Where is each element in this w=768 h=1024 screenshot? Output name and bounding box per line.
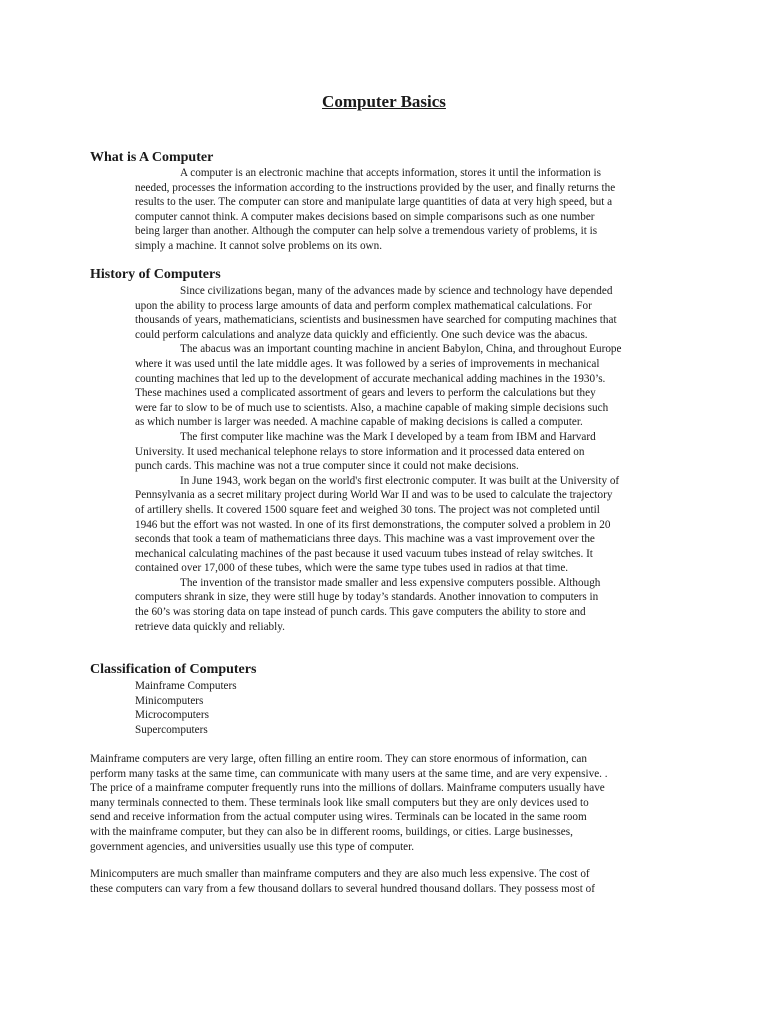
text-line: as which number is larger was needed. A machine capable of making decisions is called a computer.	[135, 416, 583, 429]
heading-what-is-a-computer: What is A Computer	[90, 150, 214, 165]
text-line: many terminals connected to them. These terminals look like small computers but they are only devices used to	[90, 796, 589, 809]
text-line: simply a machine. It cannot solve problems on its own.	[135, 239, 383, 252]
text-line: of artillery shells. It covered 1500 square feet and weighed 30 tons. The project was not completed until	[135, 503, 600, 516]
list-item: Mainframe Computers	[135, 680, 237, 692]
text-line: The first computer like machine was the Mark I developed by a team from IBM and Harvard	[180, 430, 596, 443]
text-line: The abacus was an important counting machine in ancient Babylon, China, and throughout Europe	[180, 343, 622, 356]
text-line: where it was used until the late middle ages. It was followed by a series of improvements in mechanical	[135, 357, 600, 370]
text-line: send and receive information from the actual computer using wires. Terminals can be located in the same room	[90, 811, 587, 824]
classification-list	[135, 679, 237, 737]
page-title: Computer Basics	[322, 92, 446, 111]
text-line: needed, processes the information according to the instructions provided by the user, and finally returns the	[135, 181, 616, 194]
text-line: Minicomputers are much smaller than mainframe computers and they are also much less expensive. The cost of	[90, 868, 590, 880]
text-line: government agencies, and universities usually use this type of computer.	[90, 840, 415, 853]
text-line: were far to slow to be of much use to scientists. Also, a machine capable of making simple decisions such	[135, 401, 609, 414]
text-line: A computer is an electronic machine that accepts information, stores it until the information is	[180, 167, 601, 179]
text-line: computers shrank in size, they were still huge by today’s standards. Another innovation to computers in	[135, 591, 599, 604]
text-line: Mainframe computers are very large, often filling an entire room. They can store enormous of information, can	[90, 753, 587, 765]
paragraph-history-of-computers	[135, 284, 621, 634]
text-line: with the mainframe computer, but they can also be in different rooms, buildings, or cities. Large businesses,	[90, 825, 573, 838]
text-line: The price of a mainframe computer frequently runs into the millions of dollars. Mainframe computers usually have	[90, 782, 605, 795]
list-item: Supercomputers	[135, 723, 208, 736]
heading-classification-of-computers: Classification of Computers	[90, 662, 257, 677]
paragraph-what-is-a-computer	[135, 166, 615, 254]
list-item: Minicomputers	[135, 694, 204, 707]
text-line: The invention of the transistor made smaller and less expensive computers possible. Although	[180, 576, 601, 589]
paragraph-mainframe-computers	[90, 752, 608, 854]
heading-history-of-computers: History of Computers	[90, 267, 221, 282]
text-line: the 60’s was storing data on tape instead of punch cards. This gave computers the ability to store and	[135, 606, 586, 619]
text-line: perform many tasks at the same time, can communicate with many users at the same time, and are very expensive. .	[90, 767, 608, 780]
text-line: computer cannot think. A computer makes decisions based on simple comparisons such as one number	[135, 210, 595, 223]
text-line: upon the ability to process large amounts of data and perform complex mathematical calculations. For	[135, 299, 592, 312]
text-line: these computers can vary from a few thousand dollars to several hundred thousand dollars. They possess most of	[90, 882, 595, 895]
text-line: being larger than another. Although the computer can help solve a tremendous variety of problems, it is	[135, 225, 598, 238]
text-line: These machines used a complicated assortment of gears and levers to perform the calculations but they	[135, 387, 596, 400]
text-line: In June 1943, work began on the world's first electronic computer. It was built at the University of	[180, 474, 620, 487]
text-line: Pennsylvania as a secret military project during World War II and was to be used to calculate the trajectory	[135, 489, 613, 502]
text-line: retrieve data quickly and reliably.	[135, 620, 285, 633]
text-line: contained over 17,000 of these tubes, which were the same type tubes used in radios at that time.	[135, 562, 569, 575]
list-item: Microcomputers	[135, 709, 209, 722]
text-line: could perform calculations and analyze data quickly and efficiently. One such device was the abacus.	[135, 328, 588, 341]
text-line: counting machines that led up to the development of accurate mechanical adding machines in the 1930’s.	[135, 372, 606, 385]
text-line: mechanical calculating machines of the past because it used vacuum tubes instead of relay switches. It	[135, 547, 593, 560]
text-line: thousands of years, mathematicians, scientists and businessmen have searched for computing machines that	[135, 314, 617, 327]
text-line: punch cards. This machine was not a true computer since it could not make decisions.	[135, 460, 519, 473]
text-line: results to the user. The computer can store and manipulate large quantities of data at very high speed, but a	[135, 196, 613, 209]
text-line: University. It used mechanical telephone relays to store information and it processed data entered on	[135, 445, 585, 458]
text-line: Since civilizations began, many of the advances made by science and technology have depended	[180, 285, 613, 297]
text-line: 1946 but the effort was not wasted. In one of its first demonstrations, the computer solved a problem in 20	[135, 518, 611, 531]
paragraph-minicomputers	[90, 867, 595, 896]
text-line: seconds that took a team of mathematicians three days. This machine was a vast improvement over the	[135, 533, 595, 546]
